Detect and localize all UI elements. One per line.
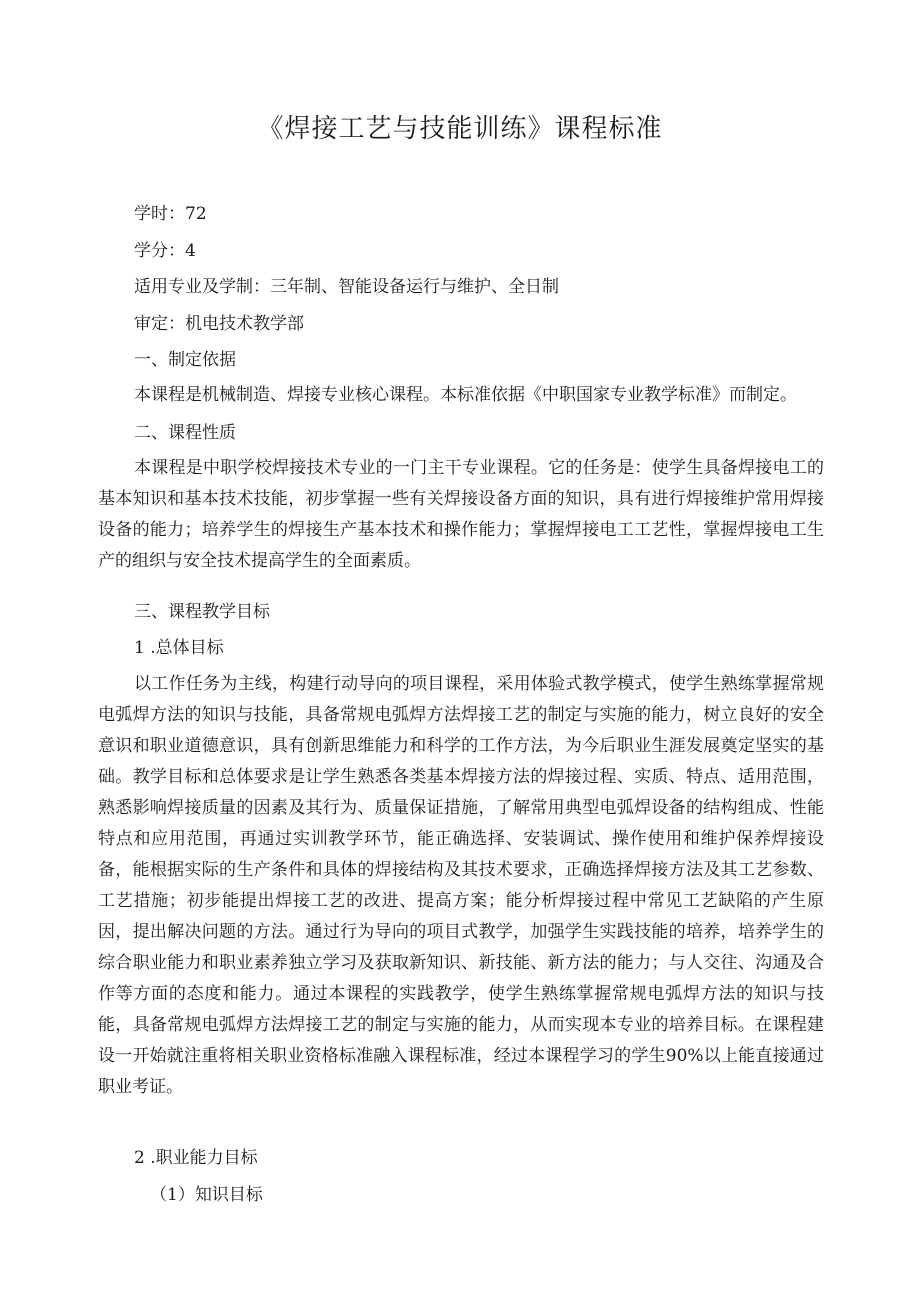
section-1-heading: 一、制定依据 — [134, 350, 236, 370]
section-3-heading: 三、课程教学目标 — [134, 602, 270, 622]
section-3-1-body: 以工作任务为主线，构建行动导向的项目课程，采用体验式教学模式，使学生熟练掌握常规电弧焊方法的知识与技能，具备常规电弧焊方法焊接工艺的制定与实施的能力，树立良好的安全意识和职业道德意识，具有创新思维能力和科学的工作方法，为今后职业生涯发展奠定坚实的基础。教学目标和总体要求是让学生熟悉各类基本焊接方法的焊接过程、实质、特点、适用范围，熟悉影响焊接质量的因素及其行为、质量保证措施，了解常用典型电弧焊设备的结构组成、性能特点和应用范围，再通过实训教学环节，能正确选择、安装调试、操作使用和维护保养焊接设备，能根据实际的生产条件和具体的焊接结构及其技术要求，正确选择焊接方法及其工艺参数、工艺措施；初步能提出焊接工艺的改进、提高方案；能分析焊接过程中常见工艺缺陷的产生原因，提出解决问题的方法。通过行为导向的项目式教学，加强学生实践技能的培养，培养学生的综合职业能力和职业素养独立学习及获取新知识、新技能、新方法的能力；与人交往、沟通及合作等方面的态度和能力。通过本课程的实践教学，使学生熟练掌握常规电弧焊方法的知识与技能，具备常规电弧焊方法焊接工艺的制定与实施的能力，从而实现本专业的培养目标。在课程建设一开始就注重将相关职业资格标准融入课程标准，经过本课程学习的学生90%以上能直接通过职业考证。 — [98, 674, 824, 1097]
meta-approval: 审定：机电技术教学部 — [134, 314, 304, 334]
meta-applicable-programs: 适用专业及学制：三年制、智能设备运行与维护、全日制 — [134, 277, 559, 297]
section-3-2-heading: 2 .职业能力目标 — [134, 1148, 258, 1168]
meta-credits: 学分：4 — [134, 241, 196, 261]
section-2-heading: 二、课程性质 — [134, 423, 236, 443]
section-3-1-heading: 1 .总体目标 — [134, 638, 224, 658]
document-title: 《焊接工艺与技能训练》课程标准 — [257, 114, 663, 144]
section-1-body: 本课程是机械制造、焊接专业核心课程。本标准依据《中职国家专业教学标准》而制定。 — [134, 385, 797, 405]
section-3-2-1-heading: （1）知识目标 — [150, 1185, 263, 1205]
section-2-body: 本课程是中职学校焊接技术专业的一门主干专业课程。它的任务是：使学生具备焊接电工的基本知识和基本技术技能，初步掌握一些有关焊接设备方面的知识，具有进行焊接维护常用焊接设备的能力；培养学生的焊接生产基本技术和操作能力；掌握焊接电工工艺性，掌握焊接电工生产的组织与安全技术提高学生的全面素质。 — [98, 458, 824, 571]
meta-hours: 学时：72 — [134, 204, 207, 224]
